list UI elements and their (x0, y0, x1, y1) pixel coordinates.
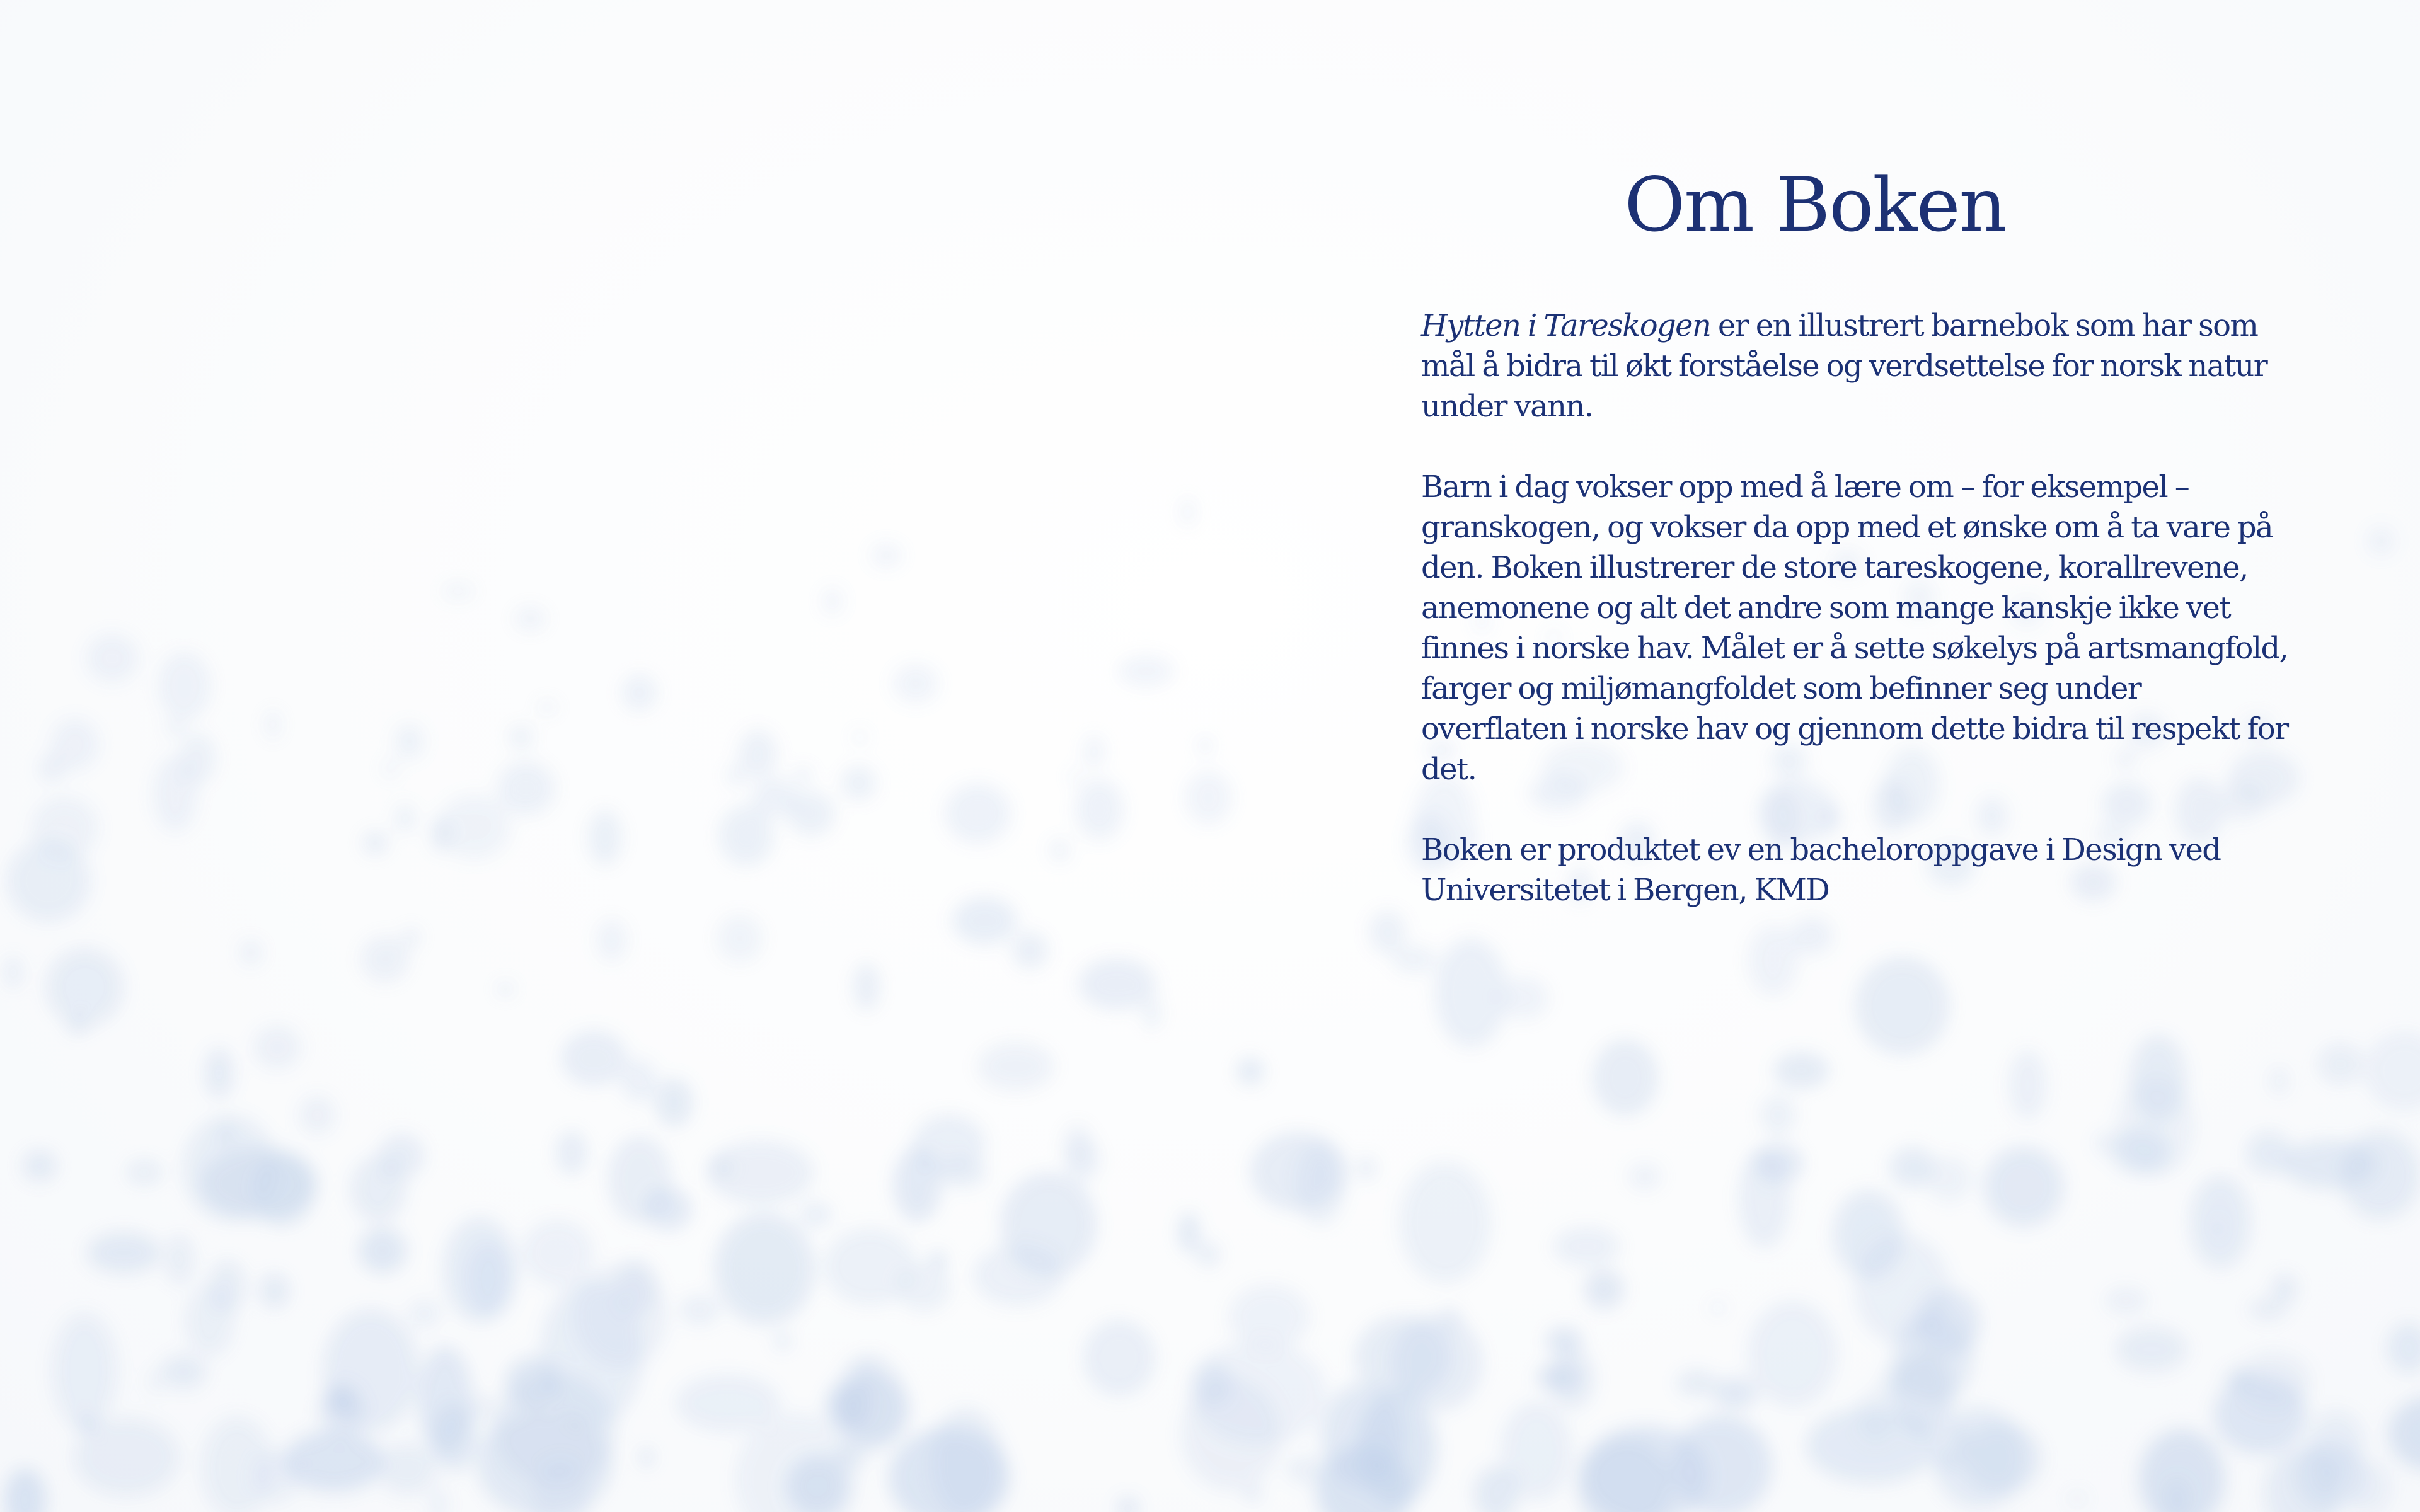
watercolor-blot (1179, 496, 1196, 527)
text-page (1421, 154, 2291, 951)
watercolor-blot (260, 1274, 289, 1308)
watercolor-blot (727, 764, 745, 788)
watercolor-blot (621, 1059, 657, 1102)
watercolor-blot (126, 1160, 163, 1185)
watercolor-blot (514, 607, 546, 631)
watercolor-blot (521, 1219, 594, 1286)
watercolor-blot (52, 1313, 117, 1428)
watercolor-blot (1774, 1053, 1829, 1088)
watercolor-blot (2104, 1287, 2148, 1314)
watercolor-blot (383, 760, 398, 777)
watercolor-blot (1070, 769, 1080, 784)
watercolor-blot (74, 1418, 180, 1496)
watercolor-blot (718, 805, 774, 866)
watercolor-blot (1938, 1453, 1959, 1470)
watercolor-blot (2317, 1044, 2364, 1084)
watercolor-blot (253, 1026, 301, 1069)
watercolor-blot (46, 948, 124, 1026)
watercolor-blot (38, 755, 65, 782)
watercolor-blot (775, 1333, 791, 1349)
watercolor-blot (853, 963, 880, 1011)
watercolor-blot (871, 544, 902, 567)
watercolor-blot (1984, 1147, 2063, 1227)
watercolor-blot (2009, 1050, 2046, 1120)
watercolor-blot (930, 1408, 1003, 1512)
watercolor-blot (2068, 1493, 2086, 1504)
watercolor-blot (1181, 1377, 1281, 1491)
watercolor-blot (1806, 1407, 1937, 1483)
watercolor-blot (710, 1155, 732, 1179)
watercolor-blot (442, 583, 475, 599)
watercolor-blot (1078, 958, 1156, 1010)
watercolor-blot (1713, 1378, 1757, 1409)
watercolor-blot (1117, 655, 1175, 687)
watercolor-blot (1236, 1057, 1264, 1085)
watercolor-blot (1083, 1320, 1155, 1396)
watercolor-blot (1197, 736, 1213, 755)
watercolor-blot (1760, 1094, 1796, 1136)
watercolor-blot (1712, 1302, 1724, 1314)
watercolor-blot (1245, 1487, 1261, 1501)
watercolor-blot (497, 983, 514, 995)
watercolor-blot (893, 664, 938, 703)
watercolor-blot (1677, 1371, 1717, 1395)
watercolor-blot (1197, 1242, 1220, 1268)
watercolor-blot (1833, 1191, 1904, 1278)
watercolor-blot (201, 1417, 273, 1512)
watercolor-blot (1012, 932, 1048, 969)
watercolor-blot (1537, 1364, 1581, 1391)
watercolor-blot (1001, 1172, 1097, 1276)
watercolor-blot (2387, 1323, 2420, 1373)
watercolor-blot (537, 701, 558, 714)
watercolor-blot (200, 1147, 317, 1220)
watercolor-blot (1434, 938, 1507, 1048)
watercolor-blot (640, 1447, 653, 1467)
paragraph-purpose: Barn i dag vokser opp med å lære om – for eksempel – granskogen, og vokser da opp med et ønske om å ta vare på den. Boken illustrerer de store tareskogene, korallrevene, anemonene og alt det andre som mange kanskje ikke vet finnes i norske hav. Målet er å sette søkelys på artsmangfold, farger og miljømangfoldet som befinner seg under overflaten i norske hav og gjennom dette bidra til respekt for det. (1421, 469, 2288, 787)
watercolor-blot (509, 726, 533, 748)
book-title: Hytten i Tareskogen (1421, 308, 1711, 343)
watercolor-blot (418, 1346, 472, 1454)
watercolor-blot (1083, 735, 1105, 769)
watercolor-blot (1296, 1142, 1345, 1226)
watercolor-blot (165, 1234, 194, 1285)
watercolor-blot (1739, 1148, 1790, 1248)
watercolor-blot (717, 914, 763, 963)
watercolor-blot (284, 1431, 384, 1492)
watercolor-blot (1067, 1140, 1100, 1181)
watercolor-blot (299, 1096, 335, 1135)
watercolor-blot (319, 1388, 366, 1437)
watercolor-blot (1228, 1284, 1310, 1349)
watercolor-blot (350, 1156, 406, 1222)
watercolor-blot (408, 1299, 441, 1328)
watercolor-blot (894, 1148, 941, 1222)
watercolor-blot (1357, 1157, 1376, 1180)
watercolor-blot (676, 1375, 780, 1432)
watercolor-blot (739, 730, 777, 778)
watercolor-blot (430, 1487, 447, 1512)
watercolor-blot (470, 1395, 495, 1420)
watercolor-blot (2282, 1140, 2378, 1189)
watercolor-blot (2246, 1131, 2292, 1174)
watercolor-blot (794, 767, 812, 784)
watercolor-blot (1398, 1161, 1492, 1283)
watercolor-blot (161, 1355, 206, 1389)
watercolor-blot (4, 1469, 46, 1512)
watercolor-blot (561, 1031, 627, 1085)
watercolor-blot (1179, 1212, 1199, 1253)
watercolor-blot (396, 805, 415, 832)
watercolor-blot (240, 940, 262, 965)
watercolor-blot (2368, 527, 2395, 555)
watercolor-blot (23, 1150, 57, 1181)
watercolor-blot (621, 674, 657, 711)
page-title: Om Boken (1624, 161, 2006, 248)
watercolor-blot (31, 796, 98, 859)
watercolor-blot (158, 652, 210, 720)
watercolor-blot (2225, 1368, 2252, 1389)
watercolor-blot (940, 1157, 987, 1188)
watercolor-blot (1185, 770, 1232, 825)
watercolor-blot (2348, 1460, 2392, 1512)
watercolor-blot (2116, 1327, 2187, 1372)
watercolor-blot (655, 1079, 693, 1126)
watercolor-blot (378, 1443, 437, 1494)
watercolor-blot (834, 1354, 906, 1452)
watercolor-blot (166, 721, 185, 736)
watercolor-blot (2130, 1035, 2186, 1123)
watercolor-blot (1392, 1315, 1482, 1411)
watercolor-blot (679, 1295, 720, 1325)
watercolor-blot (4, 956, 23, 989)
watercolor-blot (1585, 1270, 1623, 1309)
watercolor-blot (1916, 1289, 1980, 1356)
watercolor-blot (497, 761, 555, 815)
watercolor-blot (800, 1202, 832, 1227)
watercolor-blot (1961, 1423, 2042, 1493)
watercolor-blot (588, 810, 622, 866)
watercolor-blot (1628, 1162, 1662, 1191)
watercolor-blot (1553, 1227, 1620, 1266)
watercolor-blot (977, 1041, 1055, 1091)
watercolor-blot (1855, 957, 1949, 1055)
intro-text: er en illustrert barnebok som har som mål å bidra til økt forståelse og verdsettelse for norsk natur under vann. (1421, 308, 2267, 424)
watercolor-blot (2190, 1176, 2250, 1268)
watercolor-blot (2388, 1397, 2420, 1470)
watercolor-blot (1501, 1402, 1572, 1500)
watercolor-blot (1890, 1148, 1935, 1187)
watercolor-blot (853, 731, 867, 744)
watercolor-blot (715, 1213, 814, 1324)
watercolor-blot (945, 783, 1011, 844)
watercolor-blot (360, 936, 410, 983)
watercolor-blot (2273, 1274, 2296, 1303)
watercolor-blot (822, 588, 842, 615)
watercolor-blot (359, 1228, 406, 1273)
watercolor-blot (86, 634, 139, 683)
watercolor-blot (1118, 1498, 1138, 1512)
watercolor-blot (1369, 910, 1406, 954)
watercolor-blot (395, 724, 424, 759)
watercolor-blot (87, 1232, 161, 1273)
watercolor-blot (2365, 1032, 2420, 1110)
watercolor-blot (1051, 839, 1069, 861)
watercolor-blot (1075, 779, 1124, 840)
watercolor-blot (952, 897, 1017, 944)
watercolor-blot (1547, 1327, 1582, 1355)
watercolor-blot (1748, 1301, 1837, 1407)
watercolor-blot (431, 818, 451, 852)
watercolor-blot (403, 927, 420, 948)
watercolor-blot (596, 919, 627, 961)
paragraph-credits: Boken er produktet ev en bacheloroppgave i Design ved Universitetet i Bergen, KMD (1421, 832, 2221, 908)
watercolor-blot (823, 1227, 917, 1305)
watercolor-blot (362, 831, 388, 855)
watercolor-blot (466, 1242, 510, 1315)
watercolor-blot (1593, 1040, 1658, 1116)
watercolor-blot (209, 1261, 245, 1312)
watercolor-blot (841, 766, 876, 800)
watercolor-blot (205, 1048, 233, 1098)
watercolor-blot (556, 1131, 587, 1174)
watercolor-blot (265, 709, 280, 740)
watercolor-blot (149, 1370, 163, 1394)
watercolor-blot (2268, 1066, 2290, 1096)
watercolor-blot (2095, 1132, 2117, 1154)
paragraph-intro (1421, 306, 2291, 427)
watercolor-blot (180, 733, 216, 784)
watercolor-blot (645, 1188, 691, 1230)
watercolor-blot (2139, 1429, 2225, 1512)
